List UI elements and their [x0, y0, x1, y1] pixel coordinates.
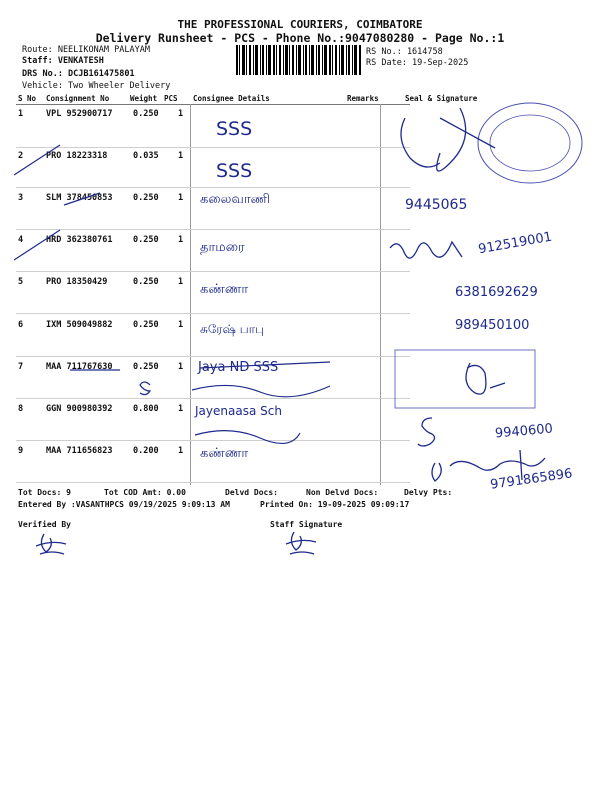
signature-phone: 9445065 — [405, 197, 468, 213]
row-sno: 5 — [18, 277, 24, 287]
total-docs: Tot Docs: 9 — [18, 488, 71, 497]
col-sno: S No — [18, 94, 37, 103]
row-consignment: PRO 18223318 — [46, 151, 108, 161]
handwritten-consignee: கலைவாணி — [200, 192, 270, 207]
row-weight: 0.250 — [133, 109, 159, 119]
col-consignment: Consignment No — [46, 94, 110, 103]
delivery-points: Delvy Pts: — [404, 488, 453, 497]
handwritten-consignee: கண்ணா — [200, 446, 249, 461]
row-sno: 3 — [18, 193, 24, 203]
col-remarks: Remarks — [347, 94, 379, 103]
row-consignment: MAA 711656823 — [46, 446, 113, 456]
staff-signature — [280, 528, 330, 560]
handwritten-consignee: SSS — [216, 160, 253, 182]
runsheet-subtitle: Delivery Runsheet - PCS - Phone No.:9047080280 - Page No.:1 — [95, 31, 505, 45]
row-sno: 9 — [18, 446, 24, 456]
company-title: THE PROFESSIONAL COURIERS, COIMBATORE — [177, 18, 423, 31]
col-seal: Seal & Signature — [405, 94, 478, 103]
staff-signature-label: Staff Signature — [270, 520, 343, 529]
staff-label: Staff: VENKATESH — [22, 56, 104, 66]
signature-phone: 9791865896 — [489, 466, 574, 493]
vehicle-label: Vehicle: Two Wheeler Delivery — [22, 81, 171, 91]
row-consignment: GGN 900980392 — [46, 404, 113, 414]
col-consignee: Consignee Details — [193, 94, 270, 103]
row-sno: 6 — [18, 320, 24, 330]
row-weight: 0.035 — [133, 151, 159, 161]
verified-signature — [30, 530, 80, 560]
row-pcs: 1 — [178, 446, 184, 456]
row-sno: 2 — [18, 151, 24, 161]
route-label: Route: NEELIKONAM PALAYAM — [22, 45, 150, 55]
row-consignment: MAA 711767630 — [46, 362, 113, 372]
total-cod-amount: Tot COD Amt: 0.00 — [104, 488, 186, 497]
row-consignment: SLM 378450853 — [46, 193, 113, 203]
row-sno: 7 — [18, 362, 24, 372]
row-sno: 4 — [18, 235, 24, 245]
handwritten-consignee: SSS — [216, 118, 253, 140]
row-weight: 0.250 — [133, 320, 159, 330]
row-weight: 0.800 — [133, 404, 159, 414]
row-pcs: 1 — [178, 151, 184, 161]
signature-phone: 6381692629 — [455, 285, 538, 300]
row-pcs: 1 — [178, 193, 184, 203]
row-weight: 0.250 — [133, 277, 159, 287]
row-weight: 0.250 — [133, 193, 159, 203]
row-weight: 0.250 — [133, 235, 159, 245]
row-pcs: 1 — [178, 235, 184, 245]
col-weight: Weight — [130, 94, 158, 103]
row-pcs: 1 — [178, 109, 184, 119]
row-sno: 8 — [18, 404, 24, 414]
barcode — [236, 45, 362, 75]
row-weight: 0.250 — [133, 362, 159, 372]
handwritten-consignee: தாமரை — [200, 240, 245, 255]
col-pcs: PCS — [164, 94, 178, 103]
non-delivered-docs: Non Delvd Docs: — [306, 488, 379, 497]
signature-phone: 989450100 — [455, 318, 530, 333]
row-pcs: 1 — [178, 320, 184, 330]
delivered-docs: Delvd Docs: — [225, 488, 278, 497]
handwritten-consignee: Jayenaasa Sch — [195, 404, 282, 418]
drs-number: DRS No.: DCJB161475801 — [22, 69, 135, 79]
row-weight: 0.200 — [133, 446, 159, 456]
row-sno: 1 — [18, 109, 24, 119]
printed-on: Printed On: 19-09-2025 09:09:17 — [260, 500, 410, 509]
rs-date: RS Date: 19-Sep-2025 — [366, 58, 469, 68]
signature-phone: 912519001 — [477, 229, 554, 258]
handwritten-consignee: கண்ணா — [200, 282, 249, 297]
rs-number: RS No.: 1614758 — [366, 47, 443, 57]
row-consignment: PRO 18350429 — [46, 277, 108, 287]
handwritten-consignee: சுரேஷ் பாபு — [200, 322, 264, 336]
row-pcs: 1 — [178, 362, 184, 372]
handwritten-consignee: Jaya ND SSS — [198, 360, 279, 375]
row-pcs: 1 — [178, 277, 184, 287]
verified-by-label: Verified By — [18, 520, 71, 529]
row-consignment: VPL 952900717 — [46, 109, 113, 119]
row-pcs: 1 — [178, 404, 184, 414]
signature-phone: 9940600 — [494, 421, 554, 442]
entered-by: Entered By :VASANTHPCS 09/19/2025 9:09:13 AM — [18, 500, 230, 509]
row-consignment: IXM 509049882 — [46, 320, 113, 330]
row-consignment: HRD 362380761 — [46, 235, 113, 245]
